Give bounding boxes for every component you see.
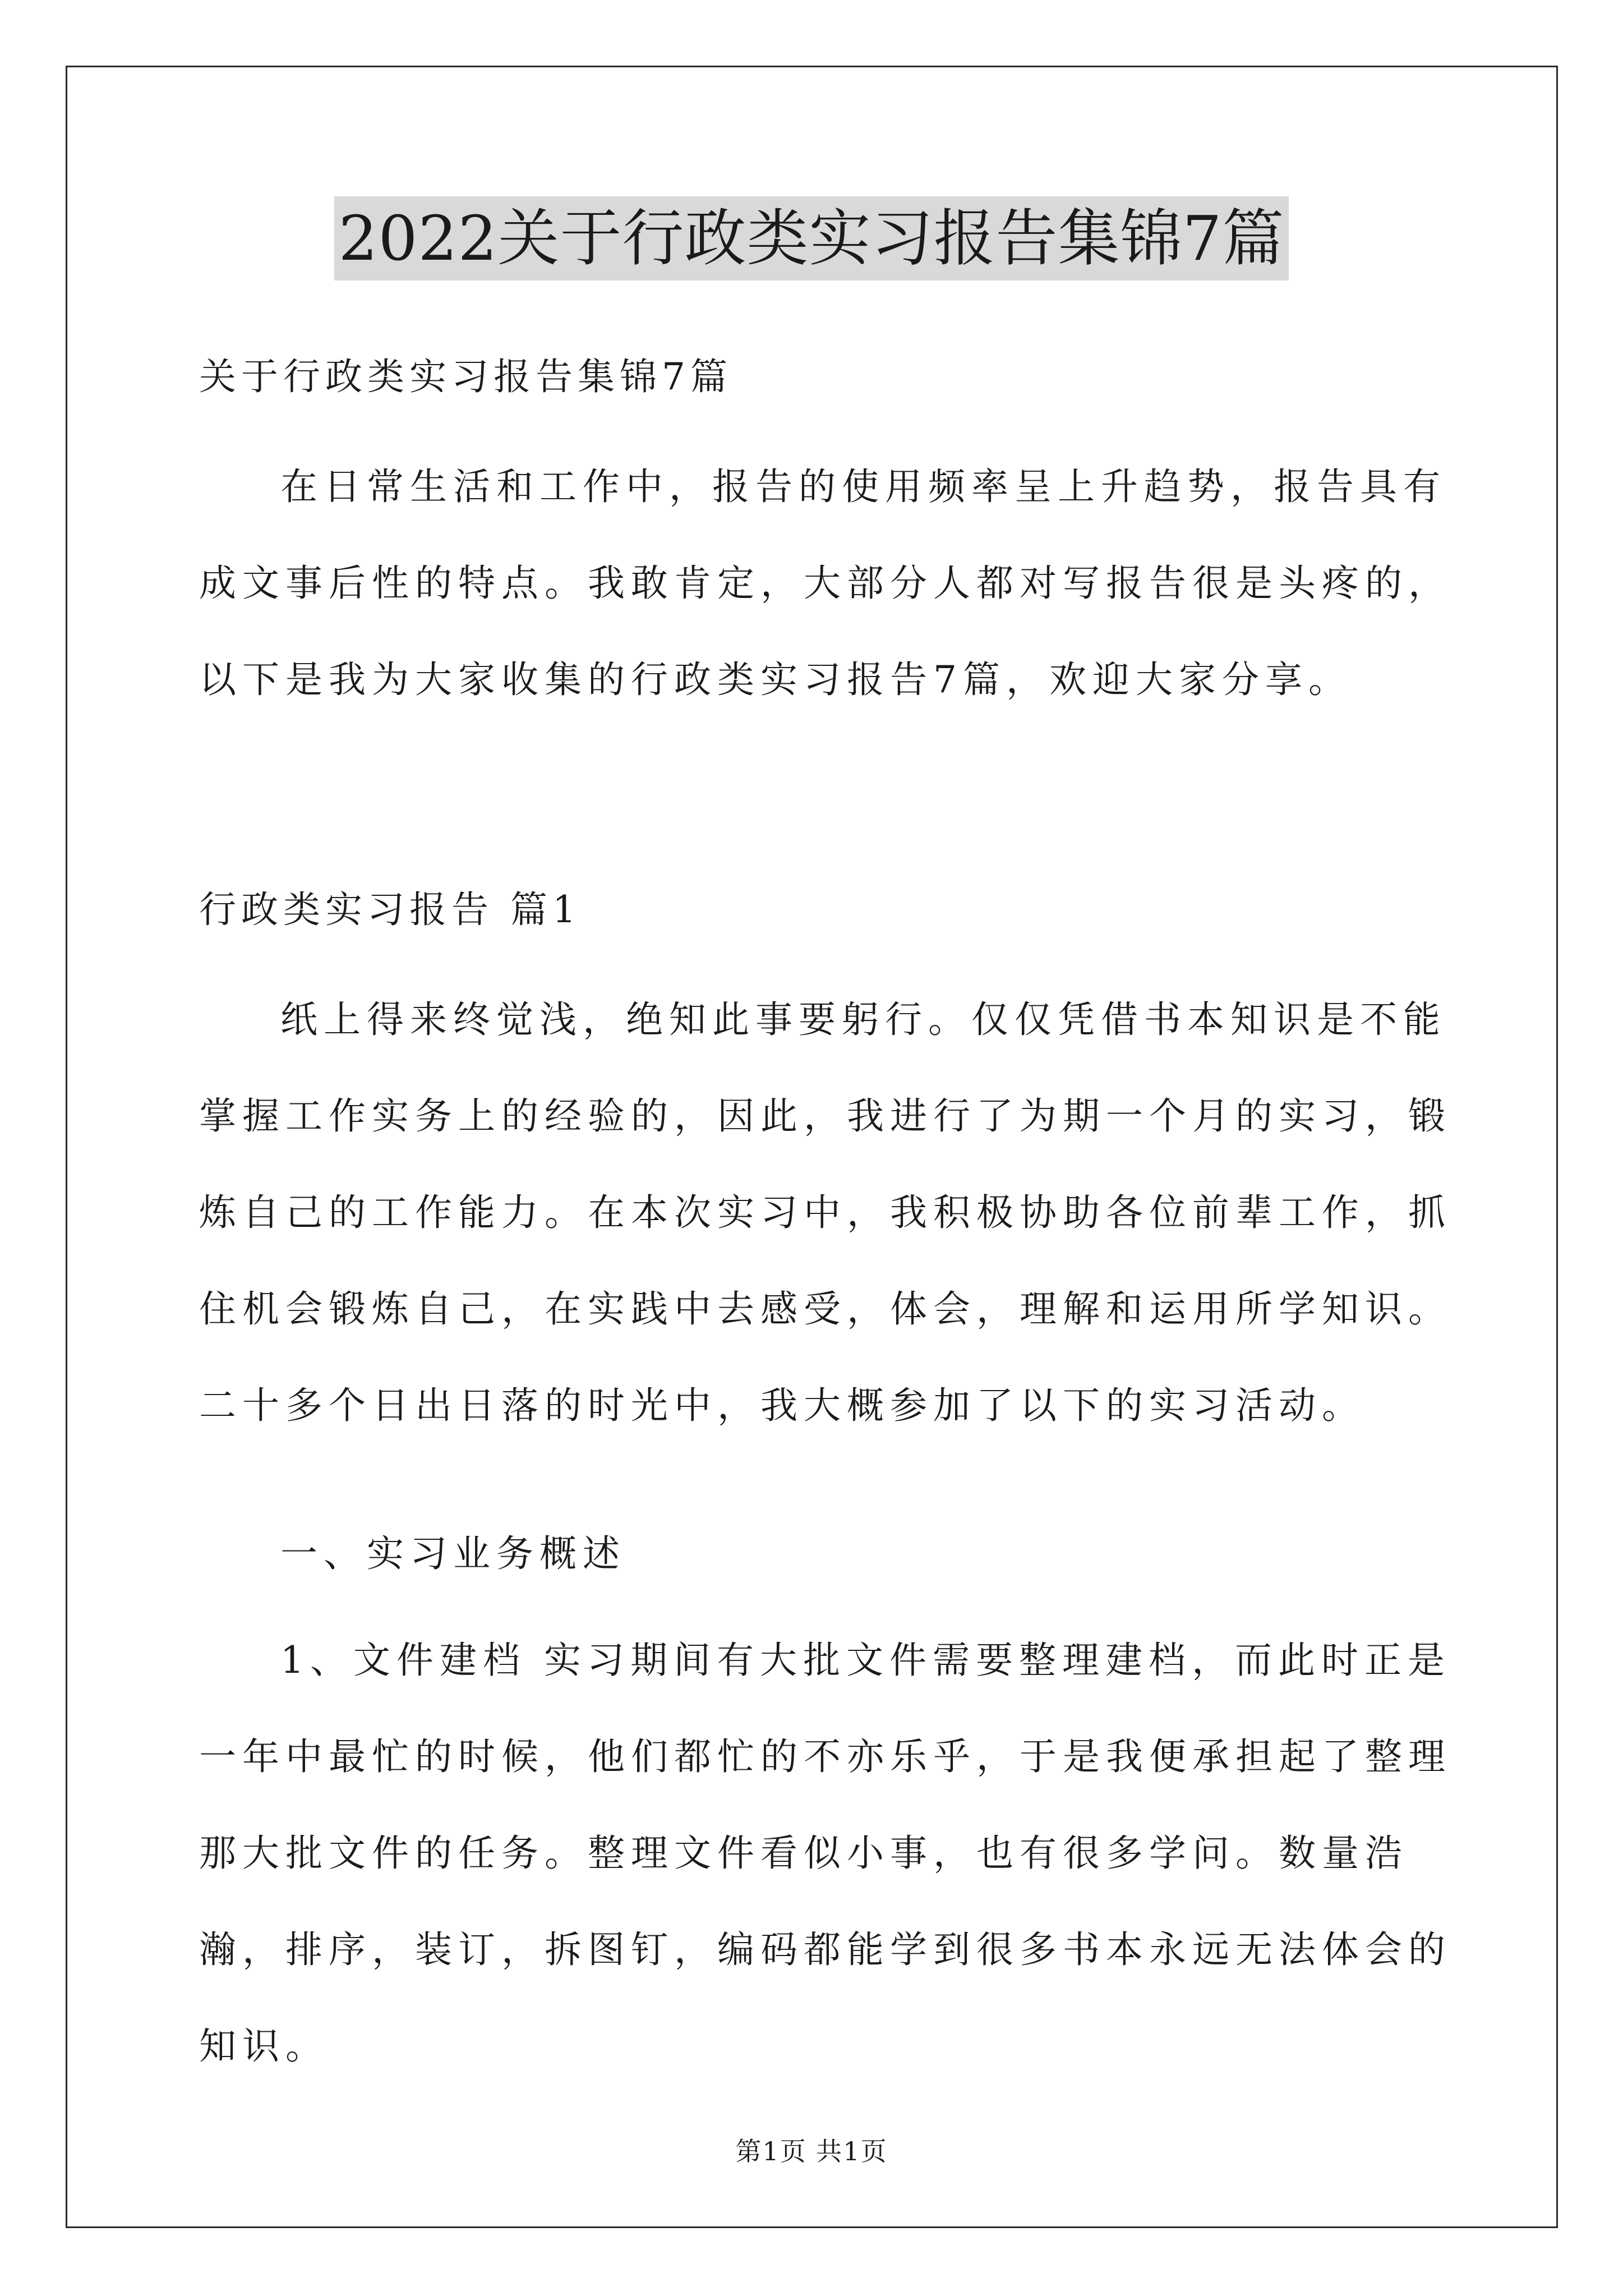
section-subheading: 一、实习业务概述: [280, 1532, 626, 1575]
intro-paragraph: 在日常生活和工作中，报告的使用频率呈上升趋势，报告具有成文事后性的特点。我敢肯定，大部分人都对写报告很是头疼的，以下是我为大家收集的行政类实习报告7篇，欢迎大家分享。: [199, 465, 1451, 701]
body-paragraph-2: 1、文件建档 实习期间有大批文件需要整理建档，而此时正是一年中最忙的时候，他们都忙的不亦乐乎，于是我便承担起了整理那大批文件的任务。整理文件看似小事，也有很多学问。数量浩瀚，排序，装订，拆图钉，编码都能学到很多书本永远无法体会的知识。: [199, 1639, 1451, 2068]
document-title: 2022关于行政类实习报告集锦7篇: [334, 196, 1289, 280]
body-paragraph: 纸上得来终觉浅，绝知此事要躬行。仅仅凭借书本知识是不能掌握工作实务上的经验的，因此，我进行了为期一个月的实习，锻炼自己的工作能力。在本次实习中，我积极协助各位前辈工作，抓住机会锻炼自己，在实践中去感受，体会，理解和运用所学知识。二十多个日出日落的时光中，我大概参加了以下的实习活动。: [199, 998, 1451, 1427]
document-subtitle: 关于行政类实习报告集锦7篇: [199, 355, 732, 398]
title-wrap: [0, 196, 1623, 280]
section-heading: 行政类实习报告 篇1: [199, 888, 581, 931]
page-footer: 第1页 共1页: [735, 2136, 888, 2166]
